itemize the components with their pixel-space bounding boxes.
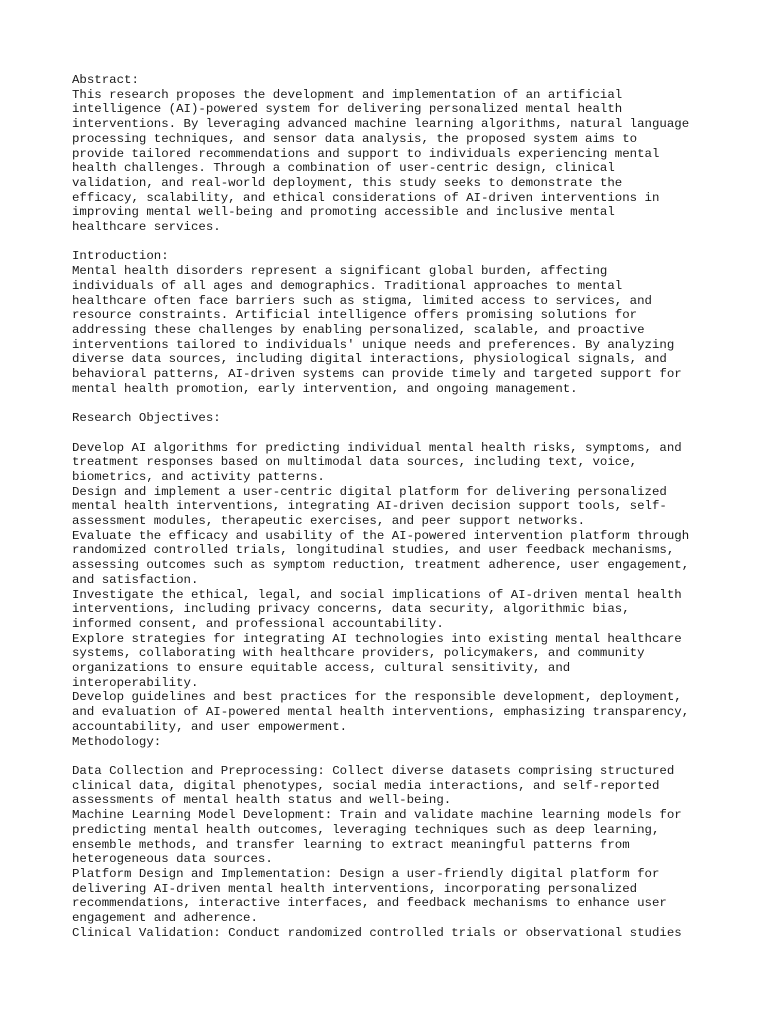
abstract-line: validation, and real-world deployment, this study seeks to demonstrate the	[72, 175, 623, 190]
methodology-line: Clinical Validation: Conduct randomized controlled trials or observational studies	[72, 925, 682, 940]
introduction-line: healthcare often face barriers such as stigma, limited access to services, and	[72, 293, 652, 308]
methodology-line: Platform Design and Implementation: Design a user-friendly digital platform for	[72, 866, 660, 881]
objectives-line: accountability, and user empowerment.	[72, 719, 348, 734]
objectives-line: Develop guidelines and best practices for the responsible development, deployment,	[72, 690, 682, 705]
methodology-line: ensemble methods, and transfer learning to extract meaningful patterns from	[72, 837, 630, 852]
introduction-line: Mental health disorders represent a significant global burden, affecting	[72, 264, 608, 279]
objectives-line: assessing outcomes such as symptom reduction, treatment adherence, user engagement,	[72, 558, 690, 573]
methodology-line: delivering AI-driven mental health interventions, incorporating personalized	[72, 881, 638, 896]
introduction-heading: Introduction:	[72, 249, 169, 264]
objectives-line: informed consent, and professional accountability.	[72, 616, 444, 631]
methodology-line: assessments of mental health status and well-being.	[72, 793, 452, 808]
methodology-line: recommendations, interactive interfaces, and feedback mechanisms to enhance user	[72, 896, 667, 911]
methodology-section	[72, 735, 712, 941]
introduction-line: behavioral patterns, AI-driven systems can provide timely and targeted support for	[72, 367, 682, 382]
introduction-line: resource constraints. Artificial intelligence offers promising solutions for	[72, 308, 638, 323]
introduction-line: addressing these challenges by enabling personalized, scalable, and proactive	[72, 322, 645, 337]
methodology-heading: Methodology:	[72, 734, 162, 749]
introduction-line: mental health promotion, early intervention, and ongoing management.	[72, 381, 578, 396]
objectives-line: interventions, including privacy concerns, data security, algorithmic bias,	[72, 602, 630, 617]
objectives-line: Develop AI algorithms for predicting individual mental health risks, symptoms, and	[72, 440, 682, 455]
methodology-line: engagement and adherence.	[72, 911, 258, 926]
objectives-line: treatment responses based on multimodal data sources, including text, voice,	[72, 455, 638, 470]
abstract-line: This research proposes the development and implementation of an artificial	[72, 87, 623, 102]
objectives-line: Explore strategies for integrating AI technologies into existing mental healthcare	[72, 631, 682, 646]
abstract-line: healthcare services.	[72, 220, 221, 235]
introduction-section	[72, 249, 712, 396]
section-spacer	[72, 749, 712, 764]
section-spacer	[72, 235, 712, 250]
abstract-line: provide tailored recommendations and support to individuals experiencing mental	[72, 146, 660, 161]
abstract-line: intelligence (AI)-powered system for delivering personalized mental health	[72, 102, 623, 117]
abstract-line: improving mental well-being and promoting accessible and inclusive mental	[72, 205, 615, 220]
objectives-line: systems, collaborating with healthcare providers, policymakers, and community	[72, 646, 645, 661]
abstract-line: efficacy, scalability, and ethical considerations of AI-driven interventions in	[72, 190, 660, 205]
abstract-line: interventions. By leveraging advanced machine learning algorithms, natural language	[72, 117, 690, 132]
objectives-line: Evaluate the efficacy and usability of the AI-powered intervention platform through	[72, 528, 690, 543]
objectives-line: mental health interventions, integrating AI-driven decision support tools, self-	[72, 499, 667, 514]
methodology-line: Data Collection and Preprocessing: Collect diverse datasets comprising structured	[72, 763, 675, 778]
introduction-line: diverse data sources, including digital interactions, physiological signals, and	[72, 352, 667, 367]
methodology-line: Machine Learning Model Development: Train and validate machine learning models for	[72, 808, 682, 823]
introduction-line: interventions tailored to individuals' unique needs and preferences. By analyzing	[72, 337, 675, 352]
objectives-line: organizations to ensure equitable access, cultural sensitivity, and	[72, 661, 571, 676]
objectives-line: Investigate the ethical, legal, and social implications of AI-driven mental health	[72, 587, 682, 602]
methodology-line: predicting mental health outcomes, leveraging techniques such as deep learning,	[72, 822, 660, 837]
introduction-line: individuals of all ages and demographics. Traditional approaches to mental	[72, 278, 623, 293]
abstract-heading: Abstract:	[72, 73, 139, 87]
abstract-line: processing techniques, and sensor data analysis, the proposed system aims to	[72, 131, 638, 146]
objectives-heading: Research Objectives:	[72, 411, 221, 426]
methodology-line: heterogeneous data sources.	[72, 852, 273, 867]
objectives-section	[72, 411, 712, 734]
section-spacer	[72, 426, 712, 441]
objectives-line: assessment modules, therapeutic exercises, and peer support networks.	[72, 514, 586, 529]
objectives-line: Design and implement a user-centric digital platform for delivering personalized	[72, 484, 667, 499]
document-page	[72, 73, 712, 940]
abstract-section	[72, 73, 712, 235]
methodology-line: clinical data, digital phenotypes, social media interactions, and self-reported	[72, 778, 660, 793]
abstract-line: health challenges. Through a combination of user-centric design, clinical	[72, 161, 615, 176]
objectives-line: and satisfaction.	[72, 572, 199, 587]
objectives-line: and evaluation of AI-powered mental health interventions, emphasizing transparency,	[72, 705, 690, 720]
objectives-line: randomized controlled trials, longitudinal studies, and user feedback mechanisms,	[72, 543, 675, 558]
section-spacer	[72, 396, 712, 411]
objectives-line: biometrics, and activity patterns.	[72, 469, 325, 484]
objectives-line: interoperability.	[72, 675, 199, 690]
